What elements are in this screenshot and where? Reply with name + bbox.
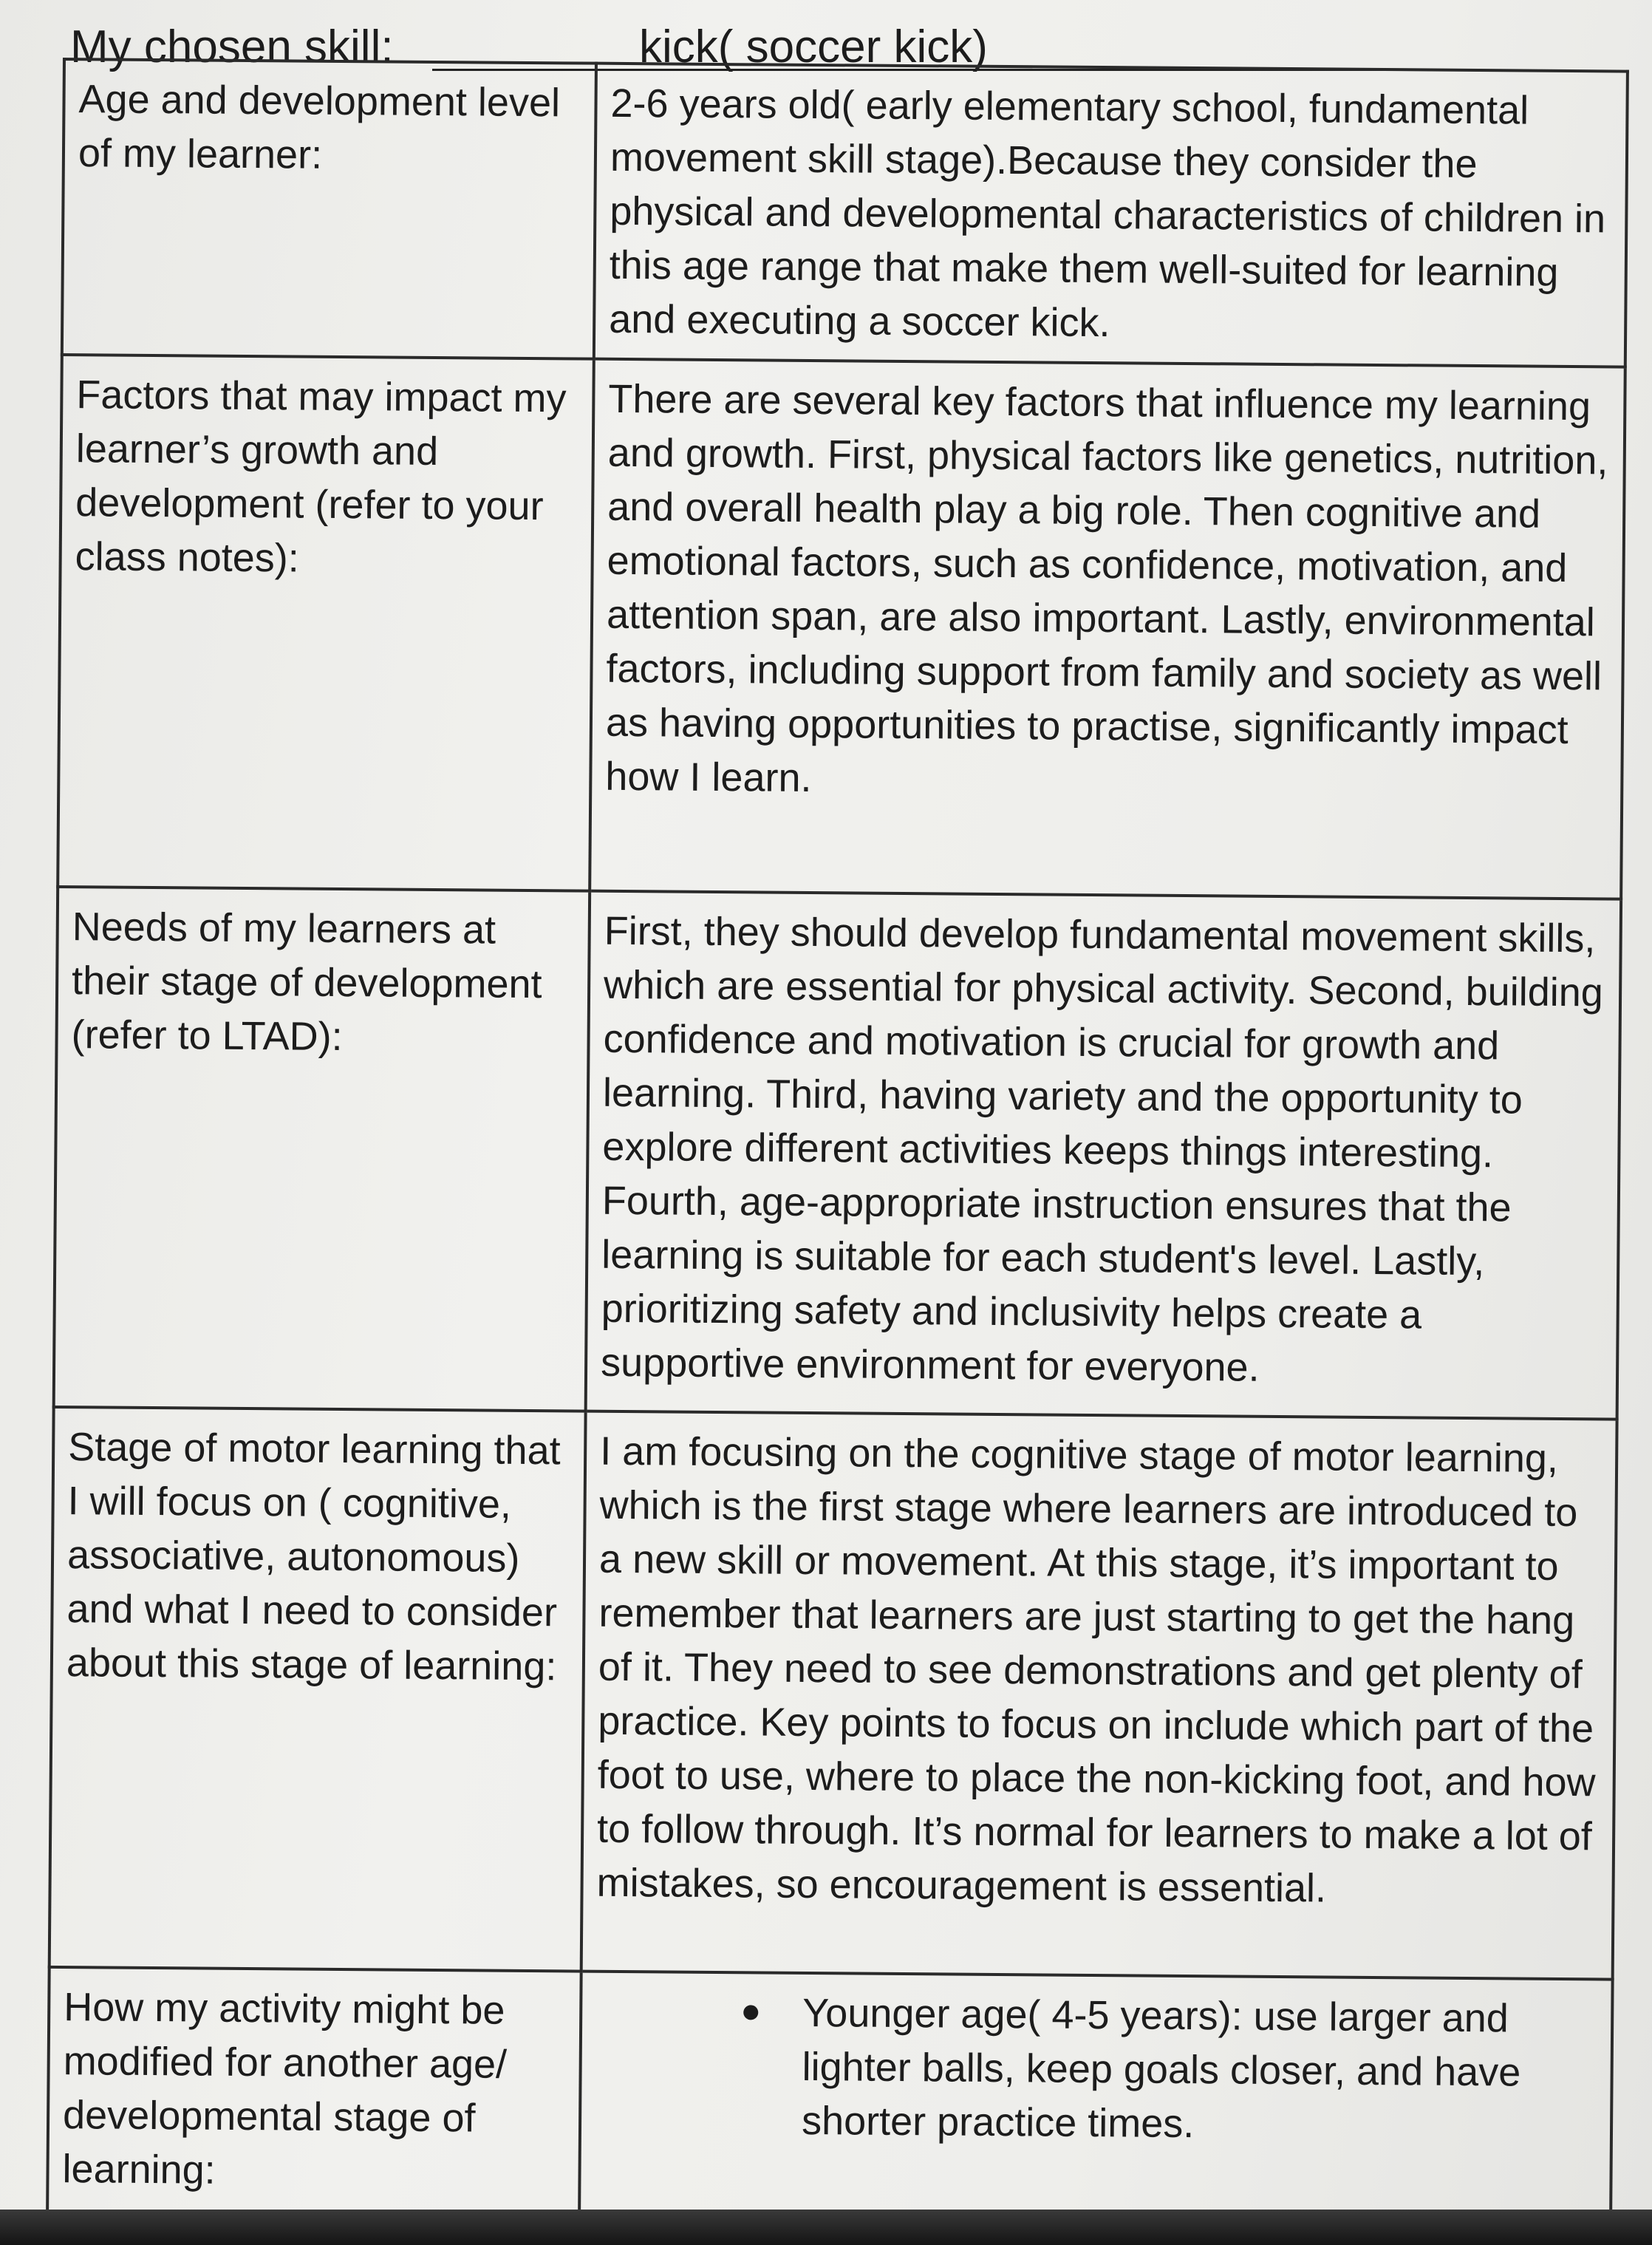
chosen-skill-blank xyxy=(432,21,1467,72)
table-row-growth-factors xyxy=(58,355,1625,899)
chosen-skill-value: kick( soccer kick) xyxy=(639,21,988,72)
modification-list xyxy=(595,1985,1598,2155)
chosen-skill-label: My chosen skill: xyxy=(70,21,394,72)
table-row-motor-learning-stage xyxy=(50,1407,1617,1980)
table-row-activity-modification xyxy=(47,1967,1613,2225)
row-label-learner-needs: Needs of my learners at their stage of development (refer to LTAD): xyxy=(54,887,590,1411)
planning-table xyxy=(46,58,1629,2227)
row-content-activity-modification xyxy=(579,1972,1613,2225)
bullet-icon xyxy=(743,2005,758,2020)
list-item xyxy=(743,1986,1598,2154)
row-label-age-development: Age and development level of my learner: xyxy=(62,59,596,359)
row-content-motor-learning-stage: I am focusing on the cognitive stage of motor learning, which is the first stage where learners are introduced to a new skill or movement. At this stage, it’s important to remember that learners are just starting to get the hang of it. They need to see demonstrations and get plenty of practice. Key points to focus on include which part of the foot to use, where to place the non-kicking foot, and how to follow through. It’s normal for learners to make a lot of mistakes, so encouragement is essential. xyxy=(581,1411,1617,1980)
row-content-age-development: 2-6 years old( early elementary school, fundamental movement skill stage).Because they consider the physical and developmental characteristics of children in this age range that make them well-suited for learning and executing a soccer kick. xyxy=(594,64,1628,367)
row-label-growth-factors: Factors that may impact my learner’s growth and development (refer to your class notes): xyxy=(58,355,594,891)
modification-text: Younger age( 4-5 years): use larger and lighter balls, keep goals closer, and have shorter practice times. xyxy=(801,1990,1521,2147)
table-row-learner-needs xyxy=(54,887,1621,1420)
table-row-age-development xyxy=(62,59,1628,367)
row-label-activity-modification: How my activity might be modified for another age/ developmental stage of learning: xyxy=(47,1967,581,2217)
row-label-motor-learning-stage: Stage of motor learning that I will focus on ( cognitive, associative, autonomous) and what I need to consider about this stage of learning: xyxy=(50,1407,586,1972)
monitor-bezel xyxy=(0,2210,1652,2245)
row-content-growth-factors: There are several key factors that influence my learning and growth. First, physical factors like genetics, nutrition, and overall health play a big role. Then cognitive and emotional factors, such as confidence, motivation, and attention span, are also important. Lastly, environmental factors, including support from family and society as well as having opportunities to practise, significantly impact how I learn. xyxy=(590,359,1625,899)
row-content-learner-needs: First, they should develop fundamental movement skills, which are essential for physical activity. Second, building confidence and motivation is crucial for growth and learning. Third, having variety and the opportunity to explore different activities keeps things interesting. Fourth, age-appropriate instruction ensures that the learning is suitable for each student's level. Lastly, prioritizing safety and inclusivity helps create a supportive environment for everyone. xyxy=(586,891,1621,1420)
